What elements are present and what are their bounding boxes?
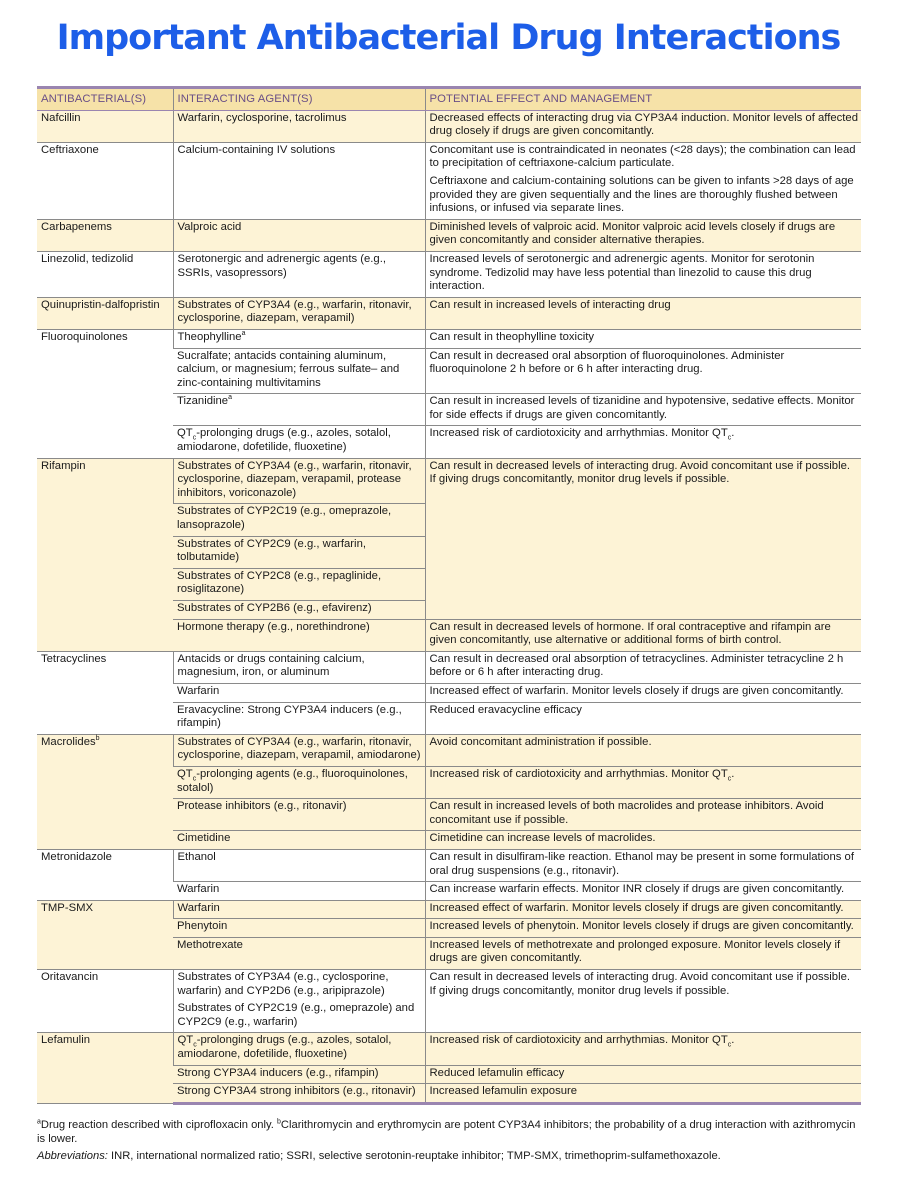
effect-management: Reduced eravacycline efficacy: [425, 702, 861, 734]
drug-name: Ceftriaxone: [37, 142, 173, 219]
effect-management: Can result in decreased levels of hormone. If oral contraceptive and rifampin are given concomitantly, use alternative or additional forms of birth control.: [425, 619, 861, 651]
agent-text: -prolonging drugs (e.g., azoles, sotalol, amiodarone, dofetilide, fluoxetine): [177, 427, 391, 454]
drug-name: Quinupristin-dalfopristin: [37, 297, 173, 329]
interacting-agent: [173, 426, 425, 458]
effect-management: [425, 142, 861, 219]
interacting-agent: [173, 329, 425, 348]
interacting-agent: Substrates of CYP2C19 (e.g., omeprazole, lansoprazole): [173, 504, 425, 536]
footnote-ab: [37, 1119, 861, 1146]
table-row: [37, 651, 861, 683]
subscript: c: [193, 1041, 197, 1049]
interacting-agent: [173, 1033, 425, 1065]
interacting-agent: Warfarin: [173, 683, 425, 702]
drug-name: Metronidazole: [37, 849, 173, 900]
footnote-mark: a: [228, 394, 232, 402]
table-row: [37, 142, 861, 219]
drug-name: Fluoroquinolones: [37, 329, 173, 458]
subscript: c: [192, 775, 197, 783]
footnote-a-text: Drug reaction described with ciprofloxacin only.: [40, 1119, 277, 1131]
interacting-agent: Substrates of CYP3A4 (e.g., warfarin, ritonavir, cyclosporine, diazepam, verapamil): [173, 297, 425, 329]
abbreviations-label: Abbreviations:: [37, 1150, 108, 1162]
drug-name: Linezolid, tedizolid: [37, 251, 173, 297]
interacting-agent: Substrates of CYP3A4 (e.g., warfarin, ritonavir, cyclosporine, diazepam, verapamil, amiodarone): [173, 734, 425, 766]
table-header-row: [37, 88, 861, 111]
effect-management: Increased levels of serotonergic and adrenergic agents. Monitor for serotonin syndrome. Tedizolid may have less potential than linezolid to cause this drug interaction.: [425, 251, 861, 297]
interacting-agent: Warfarin: [173, 900, 425, 919]
effect-text: .: [731, 427, 735, 440]
effect-management: Can increase warfarin effects. Monitor INR closely if drugs are given concomitantly.: [425, 882, 861, 901]
interacting-agent: Substrates of CYP2B6 (e.g., efavirenz): [173, 601, 425, 620]
effect-management: Can result in increased levels of tizanidine and hypotensive, sedative effects. Monitor for side effects if drugs are given concomitantly.: [425, 394, 861, 426]
interacting-agent: Substrates of CYP3A4 (e.g., warfarin, ritonavir, cyclosporine, diazepam, verapamil, protease inhibitors, voriconazole): [173, 458, 425, 504]
header-antibacterial: ANTIBACTERIAL(S): [37, 88, 173, 111]
effect-management: Increased effect of warfarin. Monitor levels closely if drugs are given concomitantly.: [425, 683, 861, 702]
interactions-table-container: [37, 86, 861, 1105]
drug-name: TMP-SMX: [37, 900, 173, 969]
abbreviations-text: INR, international normalized ratio; SSRI, selective serotonin-reuptake inhibitor; TMP-SMX, trimethoprim-sulfamethoxazole.: [107, 1150, 721, 1162]
effect-management: Can result in decreased oral absorption of tetracyclines. Administer tetracycline 2 h before or 6 h after interacting drug.: [425, 651, 861, 683]
drug-name: [37, 734, 173, 849]
effect-management: Can result in decreased levels of interacting drug. Avoid concomitant use if possible. If giving drugs concomitantly, monitor drug levels if possible.: [425, 458, 861, 619]
footnote-mark: b: [95, 734, 100, 742]
interacting-agent: [173, 766, 425, 798]
effect-management: Cimetidine can increase levels of macrolides.: [425, 831, 861, 850]
table-row: [37, 849, 861, 881]
interacting-agent: Antacids or drugs containing calcium, magnesium, iron, or aluminum: [173, 651, 425, 683]
drug-name: Rifampin: [37, 458, 173, 651]
effect-management: [425, 766, 861, 798]
footnote-mark: a: [37, 1118, 41, 1126]
abbreviations: [37, 1150, 861, 1164]
interactions-table: [37, 86, 861, 1105]
header-effect: POTENTIAL EFFECT AND MANAGEMENT: [425, 88, 861, 111]
table-row: [37, 329, 861, 348]
interacting-agent: Substrates of CYP2C8 (e.g., repaglinide, rosiglitazone): [173, 568, 425, 600]
interacting-agent: Substrates of CYP2C9 (e.g., warfarin, tolbutamide): [173, 536, 425, 568]
table-row: [37, 110, 861, 142]
footnote-mark: a: [241, 330, 246, 338]
effect-management: Can result in decreased oral absorption of fluoroquinolones. Administer fluoroquinolone 2 h before or 6 h after interacting drug.: [425, 348, 861, 394]
footnote-b-text: Clarithromycin and erythromycin are potent CYP3A4 inhibitors; the probability of a drug interaction with azithromycin is lower.: [37, 1119, 856, 1145]
interacting-agent: Protease inhibitors (e.g., ritonavir): [173, 799, 425, 831]
effect-management: Avoid concomitant administration if possible.: [425, 734, 861, 766]
qt-text: QT: [177, 1034, 194, 1047]
effect-management: Increased levels of phenytoin. Monitor levels closely if drugs are given concomitantly.: [425, 919, 861, 938]
interacting-agent: Warfarin: [173, 882, 425, 901]
interacting-agent: Sucralfate; antacids containing aluminum, calcium, or magnesium; ferrous sulfate– and zinc-containing multivitamins: [173, 348, 425, 394]
effect-management: Increased lefamulin exposure: [425, 1084, 861, 1104]
subscript: c: [727, 775, 732, 783]
drug-name: Carbapenems: [37, 219, 173, 251]
effect-management: Can result in increased levels of both macrolides and protease inhibitors. Avoid concomitant use if possible.: [425, 799, 861, 831]
interacting-agent: Methotrexate: [173, 937, 425, 969]
drug-name: Oritavancin: [37, 970, 173, 1033]
effect-text: .: [731, 767, 735, 780]
interacting-agent: Valproic acid: [173, 219, 425, 251]
interacting-agent: Warfarin, cyclosporine, tacrolimus: [173, 110, 425, 142]
agent-paragraph: Substrates of CYP2C19 (e.g., omeprazole) and CYP2C9 (e.g., warfarin): [177, 1002, 415, 1028]
effect-management: Can result in decreased levels of interacting drug. Avoid concomitant use if possible. If giving drugs concomitantly, monitor drug levels if possible.: [425, 970, 861, 1033]
table-row: [37, 1033, 861, 1065]
drug-text: Macrolides: [41, 735, 96, 748]
effect-text: Increased risk of cardiotoxicity and arrhythmias. Monitor QT: [429, 767, 728, 780]
table-row: [37, 900, 861, 919]
effect-management: Decreased effects of interacting drug via CYP3A4 induction. Monitor levels of affected drug closely if drugs are given concomitantly.: [425, 110, 861, 142]
agent-paragraph: Substrates of CYP3A4 (e.g., cyclosporine, warfarin) and CYP2D6 (e.g., aripiprazole): [177, 971, 389, 997]
effect-management: Increased effect of warfarin. Monitor levels closely if drugs are given concomitantly.: [425, 900, 861, 919]
qt-text: QT: [177, 767, 193, 780]
interacting-agent: Ethanol: [173, 849, 425, 881]
effect-text: Increased risk of cardiotoxicity and arrhythmias. Monitor QT: [429, 427, 728, 440]
subscript: c: [727, 1041, 732, 1049]
interacting-agent: Serotonergic and adrenergic agents (e.g., SSRIs, vasopressors): [173, 251, 425, 297]
effect-text: .: [731, 1034, 735, 1047]
table-row: [37, 970, 861, 1033]
effect-paragraph: Ceftriaxone and calcium-containing solutions can be given to infants >28 days of age provided they are given sequentially and the lines are thoroughly flushed between infusions, or infused via separate lines.: [429, 174, 854, 215]
effect-paragraph: Concomitant use is contraindicated in neonates (<28 days); the combination can lead to precipitation of ceftriaxone-calcium particulate.: [429, 143, 856, 170]
agent-text: -prolonging drugs (e.g., azoles, sotalol, amiodarone, dofetilide, fluoxetine): [177, 1034, 392, 1061]
interacting-agent: Calcium-containing IV solutions: [173, 142, 425, 219]
effect-management: [425, 1033, 861, 1065]
page-title: Important Antibacterial Drug Interactions: [56, 18, 841, 58]
subscript: c: [727, 434, 732, 442]
effect-management: Reduced lefamulin efficacy: [425, 1065, 861, 1084]
interacting-agent: Eravacycline: Strong CYP3A4 inducers (e.g., rifampin): [173, 702, 425, 734]
effect-management: Can result in theophylline toxicity: [425, 329, 861, 348]
effect-management: [425, 426, 861, 458]
effect-text: Increased risk of cardiotoxicity and arrhythmias. Monitor QT: [429, 1034, 728, 1047]
footnotes: [37, 1119, 861, 1168]
effect-management: Diminished levels of valproic acid. Monitor valproic acid levels closely if drugs are given concomitantly and consider alternative therapies.: [425, 219, 861, 251]
subscript: c: [192, 434, 197, 442]
table-row: [37, 219, 861, 251]
table-row: [37, 734, 861, 766]
effect-management: Increased levels of methotrexate and prolonged exposure. Monitor levels closely if drugs are given concomitantly.: [425, 937, 861, 969]
header-interacting-agent: INTERACTING AGENT(S): [173, 88, 425, 111]
footnote-mark: b: [277, 1118, 281, 1126]
agent-text: -prolonging agents (e.g., fluoroquinolones, sotalol): [177, 767, 408, 794]
interacting-agent: Hormone therapy (e.g., norethindrone): [173, 619, 425, 651]
table-row: [37, 297, 861, 329]
qt-text: QT: [177, 427, 193, 440]
interacting-agent: Cimetidine: [173, 831, 425, 850]
drug-name: Tetracyclines: [37, 651, 173, 734]
interacting-agent: Phenytoin: [173, 919, 425, 938]
interacting-agent: [173, 394, 425, 426]
agent-text: Theophylline: [177, 330, 242, 343]
agent-text: Tizanidine: [177, 395, 229, 408]
effect-management: Can result in disulfiram-like reaction. Ethanol may be present in some formulations of oral drug suspensions (e.g., ritonavir).: [425, 849, 861, 881]
drug-name: Nafcillin: [37, 110, 173, 142]
table-row: [37, 458, 861, 504]
effect-management: Can result in increased levels of interacting drug: [425, 297, 861, 329]
table-row: [37, 251, 861, 297]
interacting-agent: Strong CYP3A4 inducers (e.g., rifampin): [173, 1065, 425, 1084]
interacting-agent: Strong CYP3A4 strong inhibitors (e.g., ritonavir): [173, 1084, 425, 1104]
drug-name: Lefamulin: [37, 1033, 173, 1103]
interacting-agent: [173, 970, 425, 1033]
